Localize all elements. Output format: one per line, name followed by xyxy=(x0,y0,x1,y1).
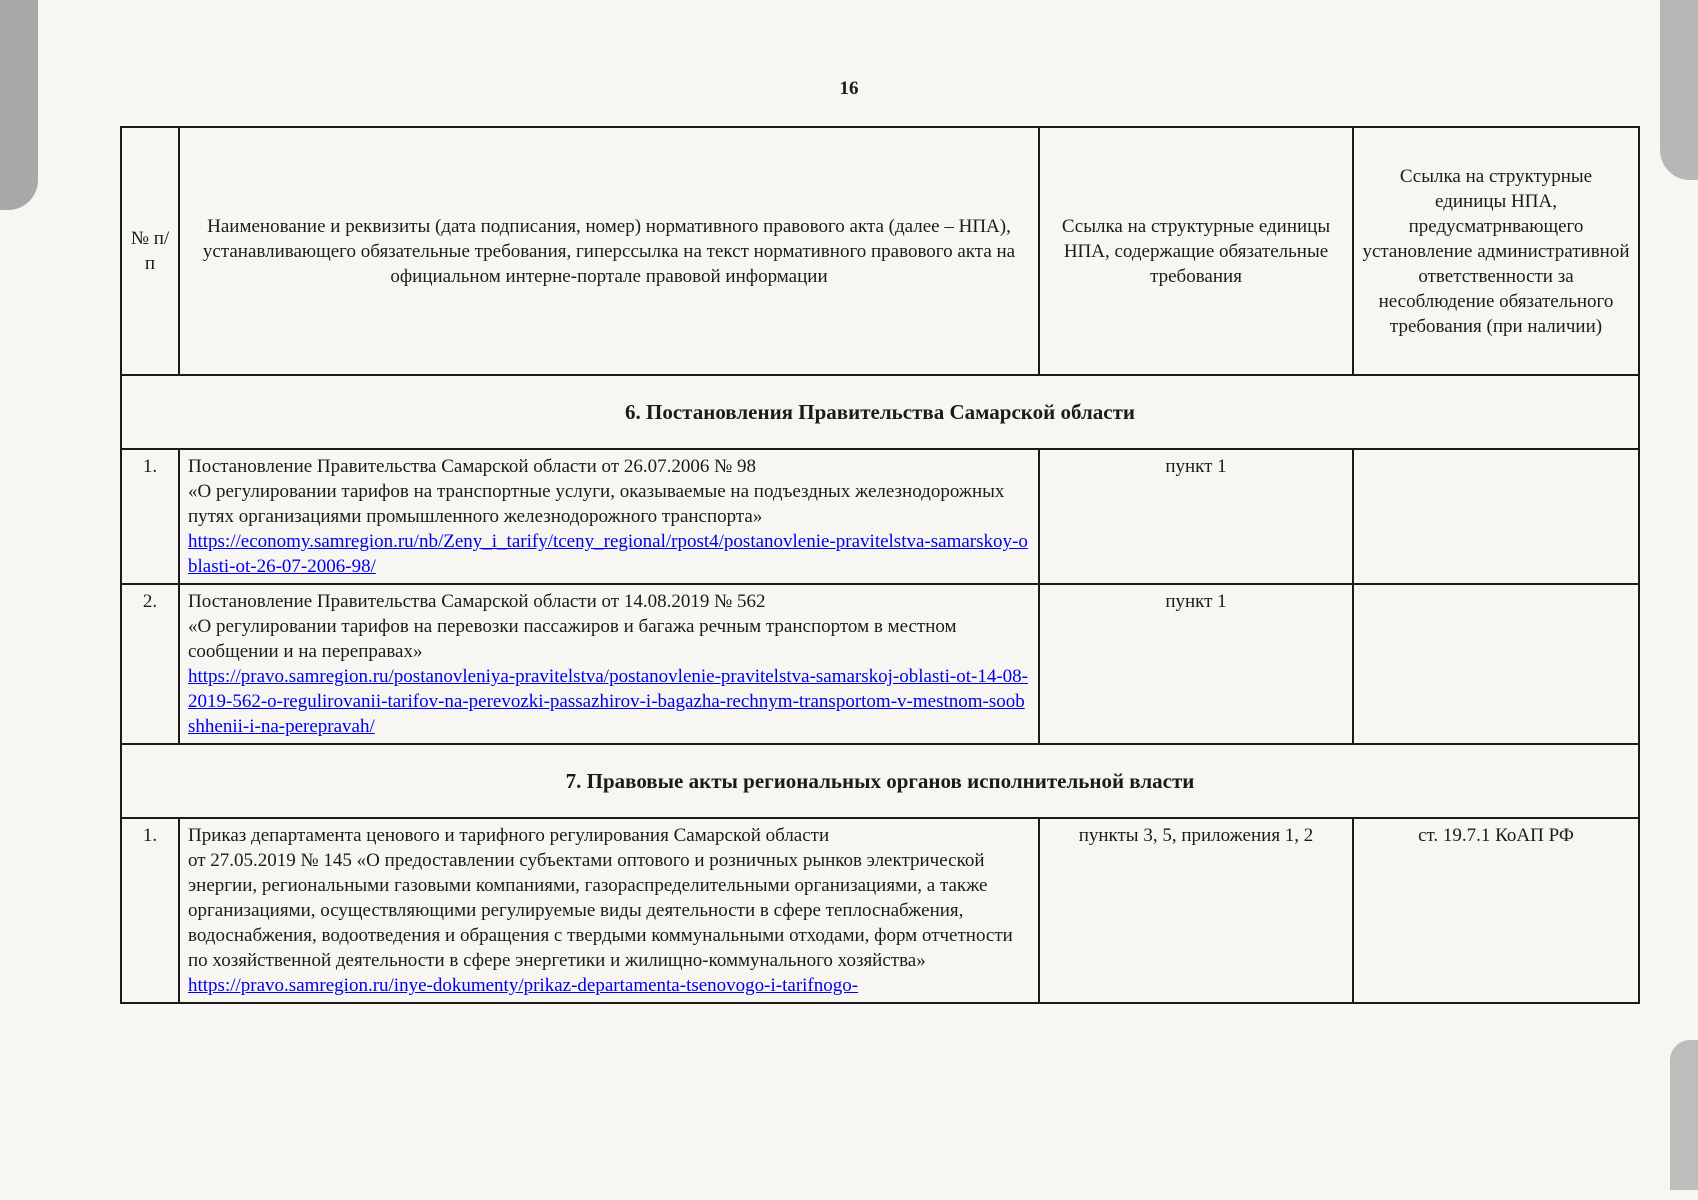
requirement-reference: пункты 3, 5, приложения 1, 2 xyxy=(1039,818,1353,1003)
act-description: «О регулировании тарифов на перевозки пассажиров и багажа речным транспортом в местном сообщении и на переправах» xyxy=(188,616,957,662)
act-hyperlink[interactable]: https://pravo.samregion.ru/postanovleniya-pravitelstva/postanovlenie-pravitelstva-samarskoj-oblasti-ot-14-08-2019-562-o-regulirovanii-tarifov-na-perevozki-passazhirov-i-bagazha-rechnym-transportom-v-mestnom-soobshhenii-i-na-perepravah/ xyxy=(188,666,1029,737)
responsibility-reference xyxy=(1353,584,1639,744)
section-title: 7. Правовые акты региональных органов исполнительной власти xyxy=(121,744,1639,818)
requirement-reference: пункт 1 xyxy=(1039,449,1353,584)
row-number: 1. xyxy=(121,818,179,1003)
header-ref: Ссылка на структурные единицы НПА, содержащие обязательные требования xyxy=(1039,127,1353,375)
act-description: «О регулировании тарифов на транспортные услуги, оказываемые на подъездных железнодорожных путях организациями промышленного железнодорожного транспорта» xyxy=(188,481,1005,527)
table-row xyxy=(121,584,1639,744)
section-heading-6 xyxy=(121,375,1639,449)
row-number: 2. xyxy=(121,584,179,744)
act-cell xyxy=(179,818,1039,1003)
responsibility-reference xyxy=(1353,449,1639,584)
act-hyperlink[interactable]: https://pravo.samregion.ru/inye-dokumenty/prikaz-departamenta-tsenovogo-i-tarifnogo- xyxy=(188,975,859,996)
act-cell xyxy=(179,449,1039,584)
row-number: 1. xyxy=(121,449,179,584)
requirements-table xyxy=(120,126,1640,1004)
act-title: Приказ департамента ценового и тарифного регулирования Самарской области xyxy=(188,825,830,846)
responsibility-reference: ст. 19.7.1 КоАП РФ xyxy=(1353,818,1639,1003)
scan-smudge xyxy=(1670,1040,1698,1190)
table-row xyxy=(121,818,1639,1003)
act-hyperlink[interactable]: https://economy.samregion.ru/nb/Zeny_i_tarify/tceny_regional/rpost4/postanovlenie-pravitelstva-samarskoy-oblasti-ot-26-07-2006-98/ xyxy=(188,531,1028,577)
act-description: от 27.05.2019 № 145 «О предоставлении субъектами оптового и розничных рынков электрической энергии, региональными газовыми компаниями, газораспределительными организациями, а также организациями, осуществляющими регулируемые виды деятельности в сфере теплоснабжения, водоснабжения, водоотведения и обращения с твердыми коммунальными отходами, форм отчетности по хозяйственной деятельности в сфере энергетики и жилищно-коммунального хозяйства» xyxy=(188,850,1013,971)
act-cell xyxy=(179,584,1039,744)
header-num: № п/п xyxy=(121,127,179,375)
header-resp: Ссылка на структурные единицы НПА, предусматрнвающего установление административной ответственности за несоблюдение обязательного требования (при наличии) xyxy=(1353,127,1639,375)
scan-smudge xyxy=(0,0,38,210)
page-number: 16 xyxy=(839,78,859,99)
requirement-reference: пункт 1 xyxy=(1039,584,1353,744)
act-title: Постановление Правительства Самарской области от 26.07.2006 № 98 xyxy=(188,456,756,477)
section-heading-7 xyxy=(121,744,1639,818)
header-name: Наименование и реквизиты (дата подписания, номер) нормативного правового акта (далее – НПА), устанавливающего обязательные требования, гиперссылка на текст нормативного правового акта на официальном интерне-портале правовой информации xyxy=(179,127,1039,375)
table-header-row xyxy=(121,127,1639,375)
table-row xyxy=(121,449,1639,584)
section-title: 6. Постановления Правительства Самарской области xyxy=(121,375,1639,449)
act-title: Постановление Правительства Самарской области от 14.08.2019 № 562 xyxy=(188,591,766,612)
